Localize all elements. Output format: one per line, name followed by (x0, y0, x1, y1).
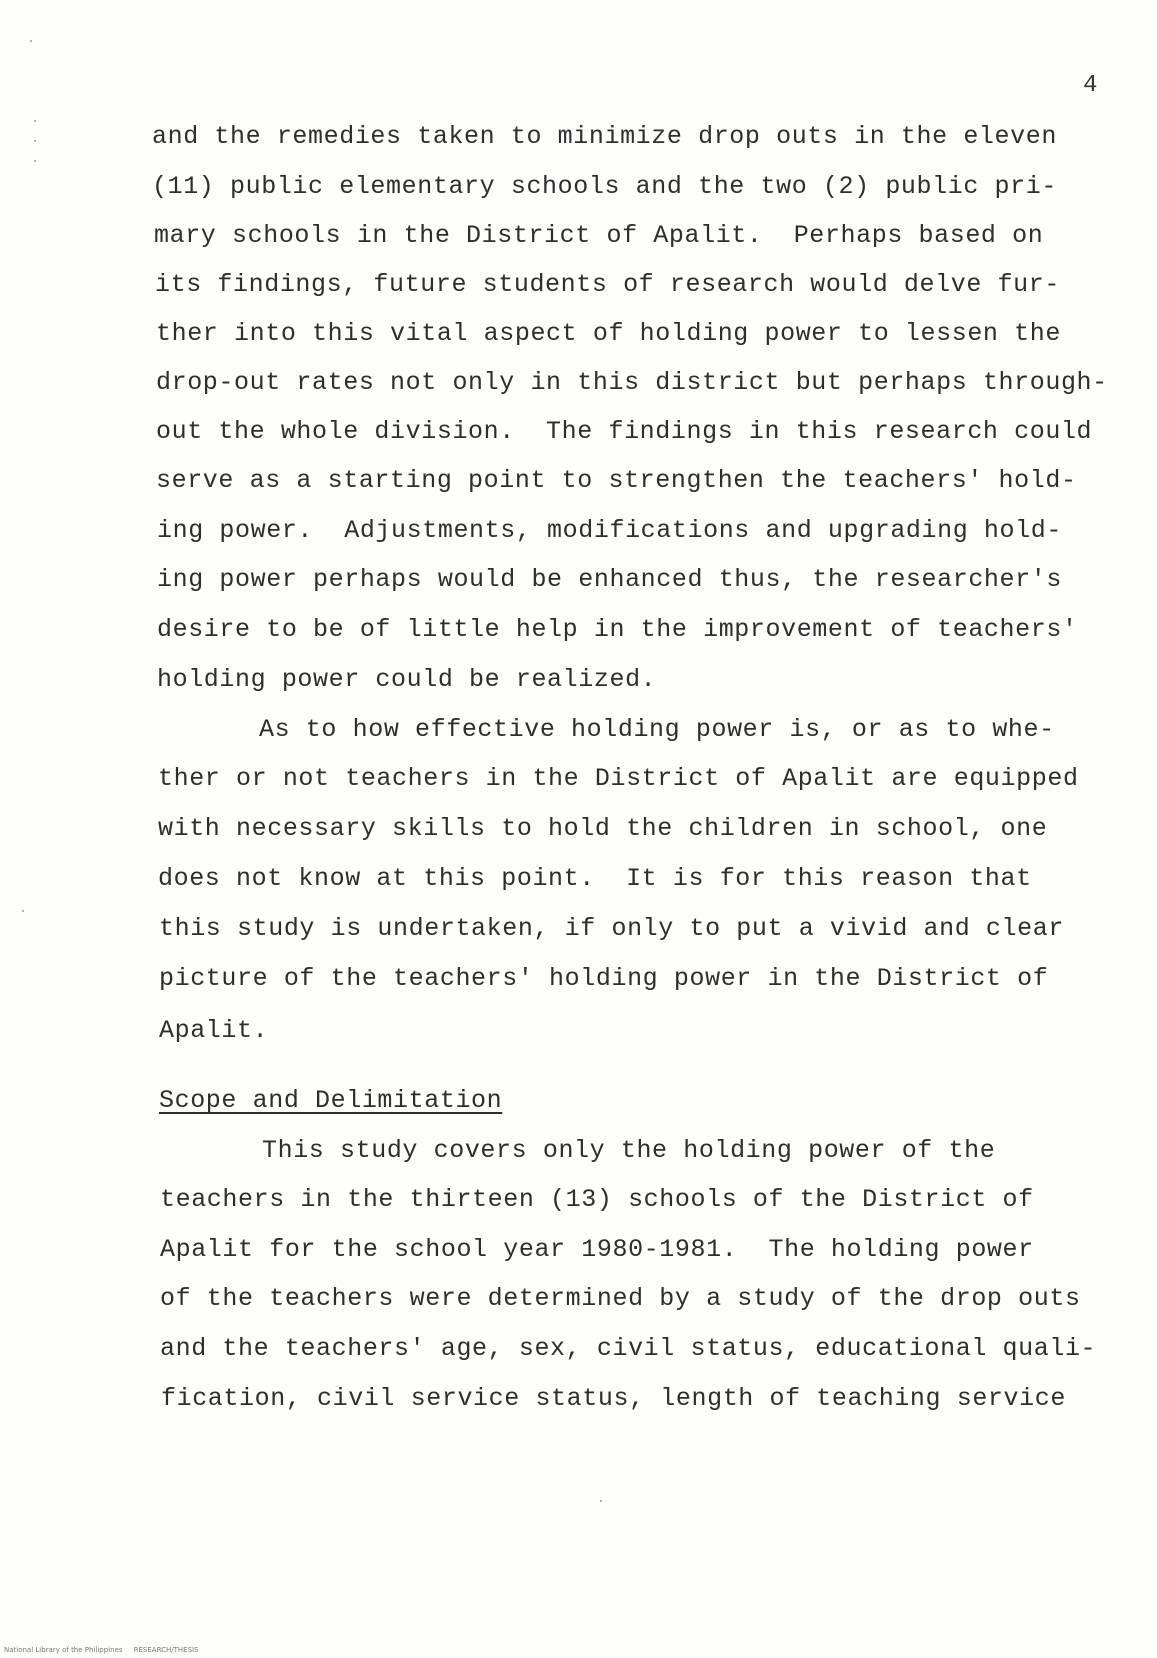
paragraph-3-line: fication, civil service status, length of teaching service (161, 1384, 1066, 1413)
paragraph-1-line: ther into this vital aspect of holding power to lessen the (156, 319, 1061, 348)
paragraph-2-line: ther or not teachers in the District of Apalit are equipped (158, 764, 1079, 793)
scan-speck (22, 910, 24, 912)
page-number: 4 (1083, 72, 1098, 99)
paragraph-1-line: ing power perhaps would be enhanced thus, the researcher's (157, 565, 1062, 594)
footer-note (4, 1646, 199, 1654)
paragraph-1-line: (11) public elementary schools and the two (2) public pri- (152, 172, 1057, 201)
paragraph-3-line: Apalit for the school year 1980-1981. The holding power (160, 1235, 1034, 1264)
paragraph-2-line: this study is undertaken, if only to put a vivid and clear (159, 914, 1064, 943)
paragraph-3-line: This study covers only the holding power of the (262, 1136, 996, 1165)
scan-speck (30, 40, 32, 42)
paragraph-2-line: with necessary skills to hold the children in school, one (158, 814, 1048, 843)
section-heading: Scope and Delimitation (159, 1086, 503, 1115)
footer-right-text: RESEARCH/THESIS (133, 1646, 199, 1654)
paragraph-1-line: ing power. Adjustments, modifications and upgrading hold- (157, 516, 1062, 545)
paragraph-1-line: mary schools in the District of Apalit. Perhaps based on (154, 221, 1044, 250)
paragraph-1-line: serve as a starting point to strengthen the teachers' hold- (156, 466, 1077, 495)
paragraph-2-line: picture of the teachers' holding power in the District of (159, 964, 1049, 993)
scan-speck (34, 120, 36, 122)
paragraph-1-line: drop-out rates not only in this district but perhaps through- (156, 368, 1108, 397)
paragraph-1-line: holding power could be realized. (157, 665, 657, 694)
paragraph-1-line: and the remedies taken to minimize drop outs in the eleven (152, 122, 1057, 151)
scan-speck (600, 1500, 602, 1502)
scan-speck (34, 140, 36, 142)
paragraph-2-line: does not know at this point. It is for this reason that (158, 864, 1032, 893)
paragraph-1-line: out the whole division. The findings in this research could (156, 417, 1093, 446)
paragraph-1-line: its findings, future students of research would delve fur- (155, 270, 1060, 299)
paragraph-3-line: and the teachers' age, sex, civil status, educational quali- (160, 1334, 1097, 1363)
paragraph-3-line: teachers in the thirteen (13) schools of the District of (160, 1185, 1034, 1214)
scan-speck (34, 160, 36, 162)
paragraph-2-line: Apalit. (159, 1016, 269, 1045)
paragraph-3-line: of the teachers were determined by a study of the drop outs (160, 1284, 1081, 1313)
footer-left-text: National Library of the Philippines (4, 1646, 123, 1654)
paragraph-1-line: desire to be of little help in the improvement of teachers' (157, 615, 1078, 644)
paragraph-2-line: As to how effective holding power is, or as to whe- (259, 715, 1055, 744)
